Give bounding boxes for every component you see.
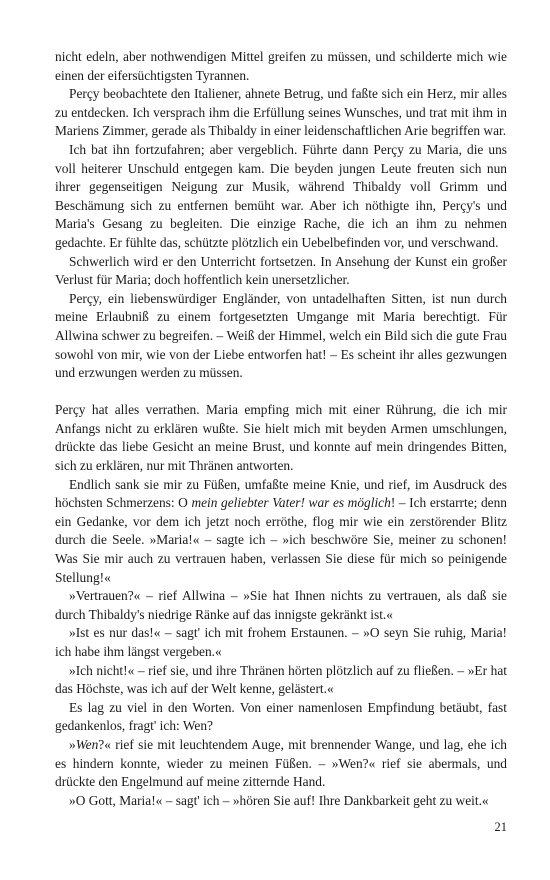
paragraph: »O Gott, Maria!« – sagt' ich – »hören Sie auf! Ihre Dankbarkeit geht zu weit.« xyxy=(69,792,489,808)
text-run: Endlich sank sie mir zu Füßen, umfaßte meine Knie, und rief, im Ausdruck des höchsten Schmerzens: O xyxy=(55,476,507,511)
text-run: » xyxy=(69,736,76,752)
paragraph xyxy=(55,476,507,588)
italic-text: Wen xyxy=(75,736,99,752)
page-number: 21 xyxy=(494,820,507,834)
paragraph xyxy=(55,736,507,792)
text-run: ?« rief sie mit leuchtendem Auge, mit brennender Wange, und lag, ehe ich es hindern konnte, wieder zu meinen Füßen. – »Wen?« rief sie abermals, und drückte den Engelmund auf meine zitternde Hand. xyxy=(55,736,507,790)
paragraph: »Ist es nur das!« – sagt' ich mit frohem Erstaunen. – »O seyn Sie ruhig, Maria! ich habe ihm längst vergeben.« xyxy=(55,625,507,659)
page-body xyxy=(55,48,507,810)
paragraph: Ich bat ihn fortzufahren; aber vergeblich. Führte dann Perçy zu Maria, die uns voll heiterer Unschuld entgegen kam. Die beyden jungen Leute freuten sich nun ihrer gegenseitigen Neigung zur Musik, während Thibaldy voll Grimm und Beschämung sich zu entfernen bemüht war. Aber ich nöthigte ihn, Perçy's und Maria's Gesang zu begleiten. Die einzige Rache, die ich an ihm zu nehmen gedachte. Er fühlte das, schützte plötzlich ein Uebelbefinden vor, und verschwand. xyxy=(55,141,507,250)
paragraph: Schwerlich wird er den Unterricht fortsetzen. In Ansehung der Kunst ein großer Verlust für Maria; doch hoffentlich kein unersetzlicher. xyxy=(55,253,507,288)
paragraph: Perçy, ein liebenswürdiger Engländer, von untadelhaften Sitten, ist nun durch meine Erlaubniß zu einem fortgesetzten Umgange mit Maria berechtigt. Für Allwina schwer zu begreifen. – Weiß der Himmel, welch ein Bild sich die gute Frau sowohl von mir, wie von der Liebe entworfen hat! – Es scheint ihr alles gezwungen und erzwungen werden zu müssen. xyxy=(55,290,507,381)
paragraph: Perçy beobachtete den Italiener, ahnete Betrug, und faßte sich ein Herz, mir alles zu entdecken. Ich versprach ihm die Erfüllung seines Wunsches, und trat mit ihm in Mariens Zimmer, gerade als Thibaldy in einer leidenschaftlichen Arie begriffen war. xyxy=(55,86,507,139)
paragraph: »Vertrauen?« – rief Allwina – »Sie hat Ihnen nichts zu vertrauen, als daß sie durch Thibaldy's niedrige Ränke auf das innigste gekränkt ist.« xyxy=(55,588,507,622)
paragraph: Perçy hat alles verrathen. Maria empfing mich mit einer Rührung, die ich mir Anfangs nicht zu erklären wußte. Sie hielt mich mit beyden Armen umschlungen, drückte das liebe Gesicht an meine Brust, und konnte auf mein dringendes Bitten, sich zu erklären, nur mit Thränen antworten. xyxy=(55,402,507,474)
italic-text: mein geliebter Vater! war es möglich xyxy=(191,495,391,511)
paragraph: Es lag zu viel in den Worten. Von einer namenlosen Empfindung betäubt, fast gedankenlos, fragt' ich: Wen? xyxy=(55,699,507,734)
text-run: ! – Ich erstarrte; denn ein Gedanke, vor dem ich jetzt noch erröthe, flog mir wie ein zerstörender Blitz durch die Seele. »Maria!« – sagte ich – »ich beschwöre Sie, meiner zu schonen! Was Sie mir auch zu vertrauen haben, verlassen Sie diese für mich so peinigende Stellung!« xyxy=(55,495,508,585)
paragraph: nicht edeln, aber nothwendigen Mittel greifen zu müssen, und schilderte mich wie einen der eifersüchtigsten Tyrannen. xyxy=(55,49,507,83)
paragraph: »Ich nicht!« – rief sie, und ihre Thränen hörten plötzlich auf zu fließen. – »Er hat das Höchste, was ich auf der Welt kenne, gelästert.« xyxy=(55,662,507,697)
section-break xyxy=(55,383,507,402)
